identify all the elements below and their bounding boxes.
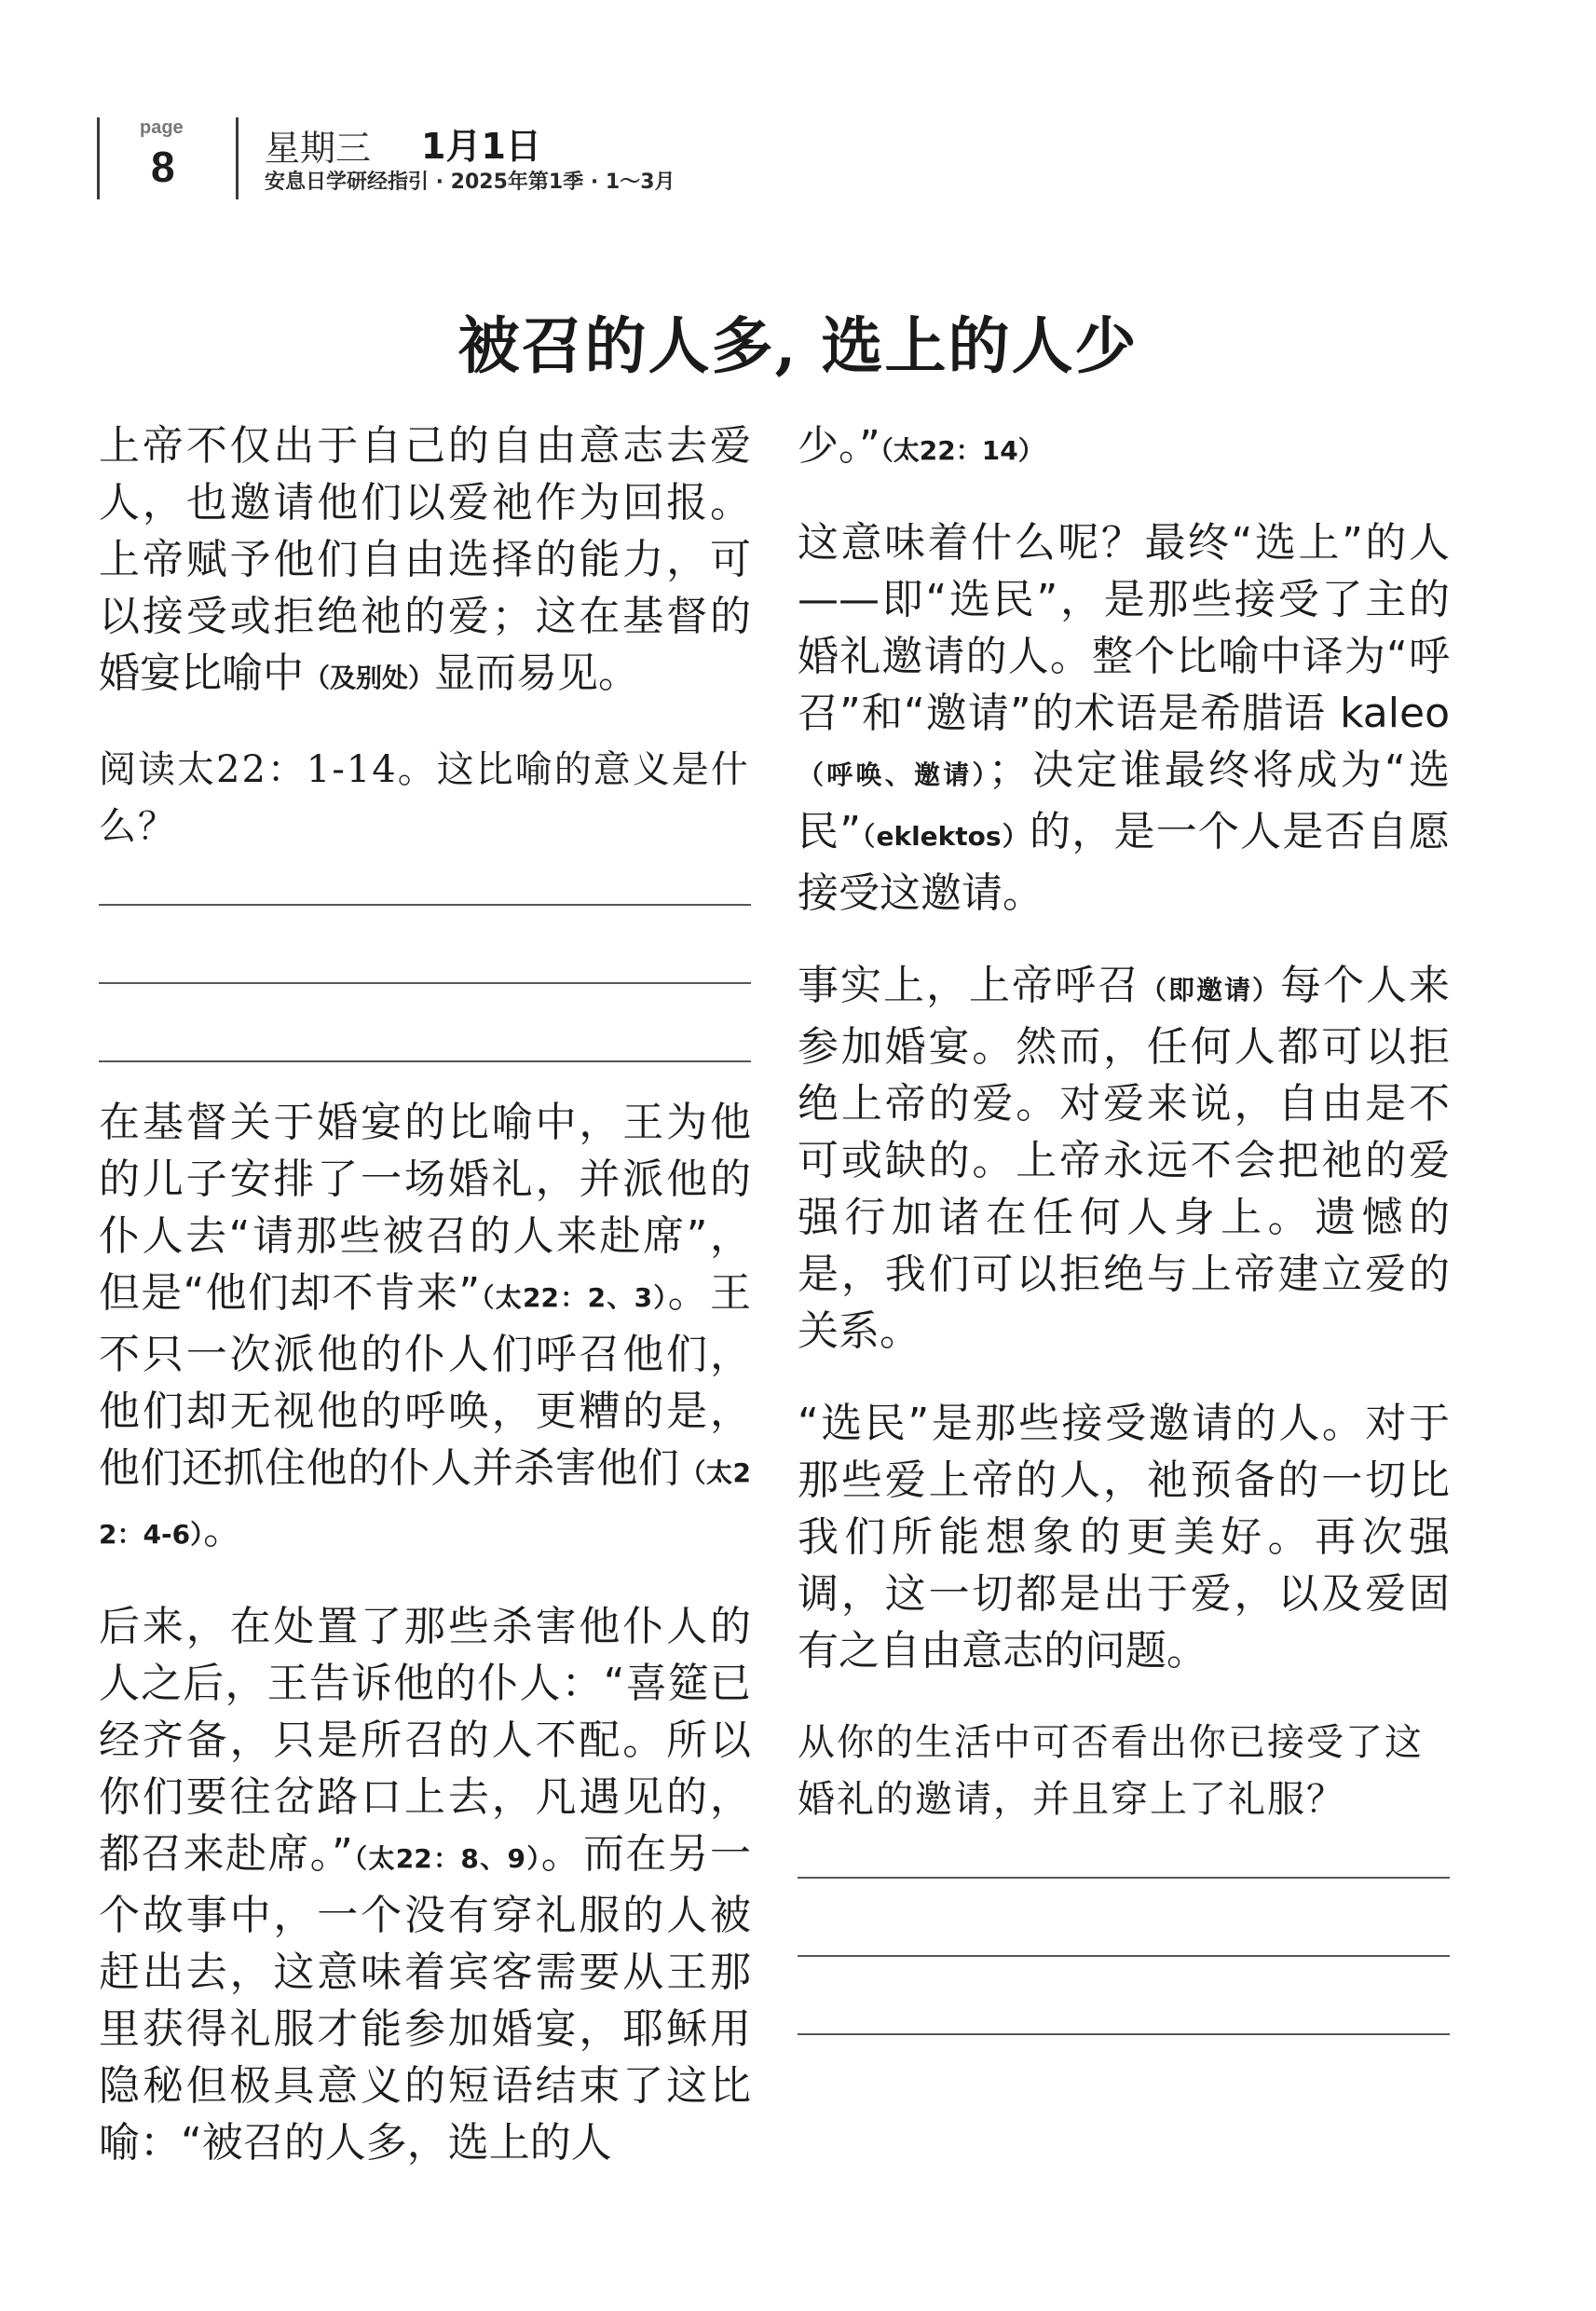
answer-line[interactable] xyxy=(99,1060,751,1062)
quarterly-subtitle: 安息日学研经指引 · 2025年第1季 · 1～3月 xyxy=(265,171,675,194)
answer-lines xyxy=(99,904,751,1062)
paragraph: 上帝不仅出于自己的自由意志去爱人，也邀请他们以爱祂作为回报。上帝赋予他们自由选择的能力，可以接受或拒绝祂的爱；这在基督的婚宴比喻中（及别处）显而易见。 xyxy=(99,422,751,697)
weekday: 星期三 xyxy=(265,128,372,169)
annotation: （呼唤、邀请） xyxy=(798,759,989,790)
page-number: 8 xyxy=(151,143,175,191)
page-header xyxy=(0,0,1596,214)
answer-line[interactable] xyxy=(99,904,751,906)
right-column xyxy=(798,417,1450,2067)
answer-line[interactable] xyxy=(99,982,751,984)
scripture-reference: （太22：14） xyxy=(880,435,1044,466)
paragraph: 在基督关于婚宴的比喻中，王为他的儿子安排了一场婚礼，并派他的仆人去“请那些被召的人来赴席”，但是“他们却不肯来”（太22：2、3）。王不只一次派他的仆人们呼召他们，他们却无视他的呼唤，更糟的是，他们还抓住他的仆人并杀害他们（太22：4-6）。 xyxy=(99,1099,752,1553)
paragraph: 后来，在处置了那些杀害他仆人的人之后，王告诉他的仆人：“喜筵已经齐备，只是所召的人不配。所以你们要往岔路口上去，凡遇见的，都召来赴席。”（太22：8、9）。而在另一个故事中，一个没有穿礼服的人被赶出去，这意味着宾客需要从王那里获得礼服才能参加婚宴，耶稣用隐秘但极具意义的短语结束了这比喻：“被召的人多，选上的人 xyxy=(99,1603,752,2167)
header-divider xyxy=(97,117,100,199)
annotation: （即邀请） xyxy=(1140,975,1280,1005)
scripture-reference: （及别处） xyxy=(304,663,435,693)
scripture-reference: （太22：8、9） xyxy=(352,1843,541,1874)
page-label: page xyxy=(140,117,184,138)
lesson-title: 被召的人多, 选上的人少 xyxy=(457,309,1139,382)
paragraph: 这意味着什么呢？最终“选上”的人——即“选民”，是那些接受了主的婚礼邀请的人。整个比喻中译为“呼召”和“邀请”的术语是希腊语 kaleo（呼唤、邀请）；决定谁最终将成为“选民”（eklektos）的，是一个人是否自愿接受这邀请。 xyxy=(798,519,1451,917)
header-divider xyxy=(236,117,239,199)
answer-line[interactable] xyxy=(798,2033,1450,2035)
left-column xyxy=(99,417,751,2207)
lesson-date: 1月1日 xyxy=(421,126,541,167)
scripture-reference: （太22：2、3） xyxy=(480,1282,668,1313)
paragraph: “选民”是那些接受邀请的人。对于那些爱上帝的人，祂预备的一切比我们所能想象的更美好。再次强调，这一切都是出于爱，以及爱固有之自由意志的问题。 xyxy=(798,1400,1450,1675)
study-question: 从你的生活中可否看出你已接受了这婚礼的邀请，并且穿上了礼服？ xyxy=(798,1721,1424,1821)
scripture-reference: （太22：4-6） xyxy=(99,1457,752,1550)
answer-lines xyxy=(798,1877,1450,2035)
answer-line[interactable] xyxy=(798,1955,1450,1957)
paragraph: 少。”（太22：14） xyxy=(798,422,1044,470)
study-question: 阅读太22：1-14。这比喻的意义是什么？ xyxy=(99,748,750,848)
paragraph: 事实上，上帝呼召（即邀请）每个人来参加婚宴。然而，任何人都可以拒绝上帝的爱。对爱来说，自由是不可或缺的。上帝永远不会把祂的爱强行加诸在任何人身上。遗憾的是，我们可以拒绝与上帝建立爱的关系。 xyxy=(798,962,1450,1355)
answer-line[interactable] xyxy=(798,1877,1450,1879)
annotation: （eklektos） xyxy=(861,821,1030,852)
